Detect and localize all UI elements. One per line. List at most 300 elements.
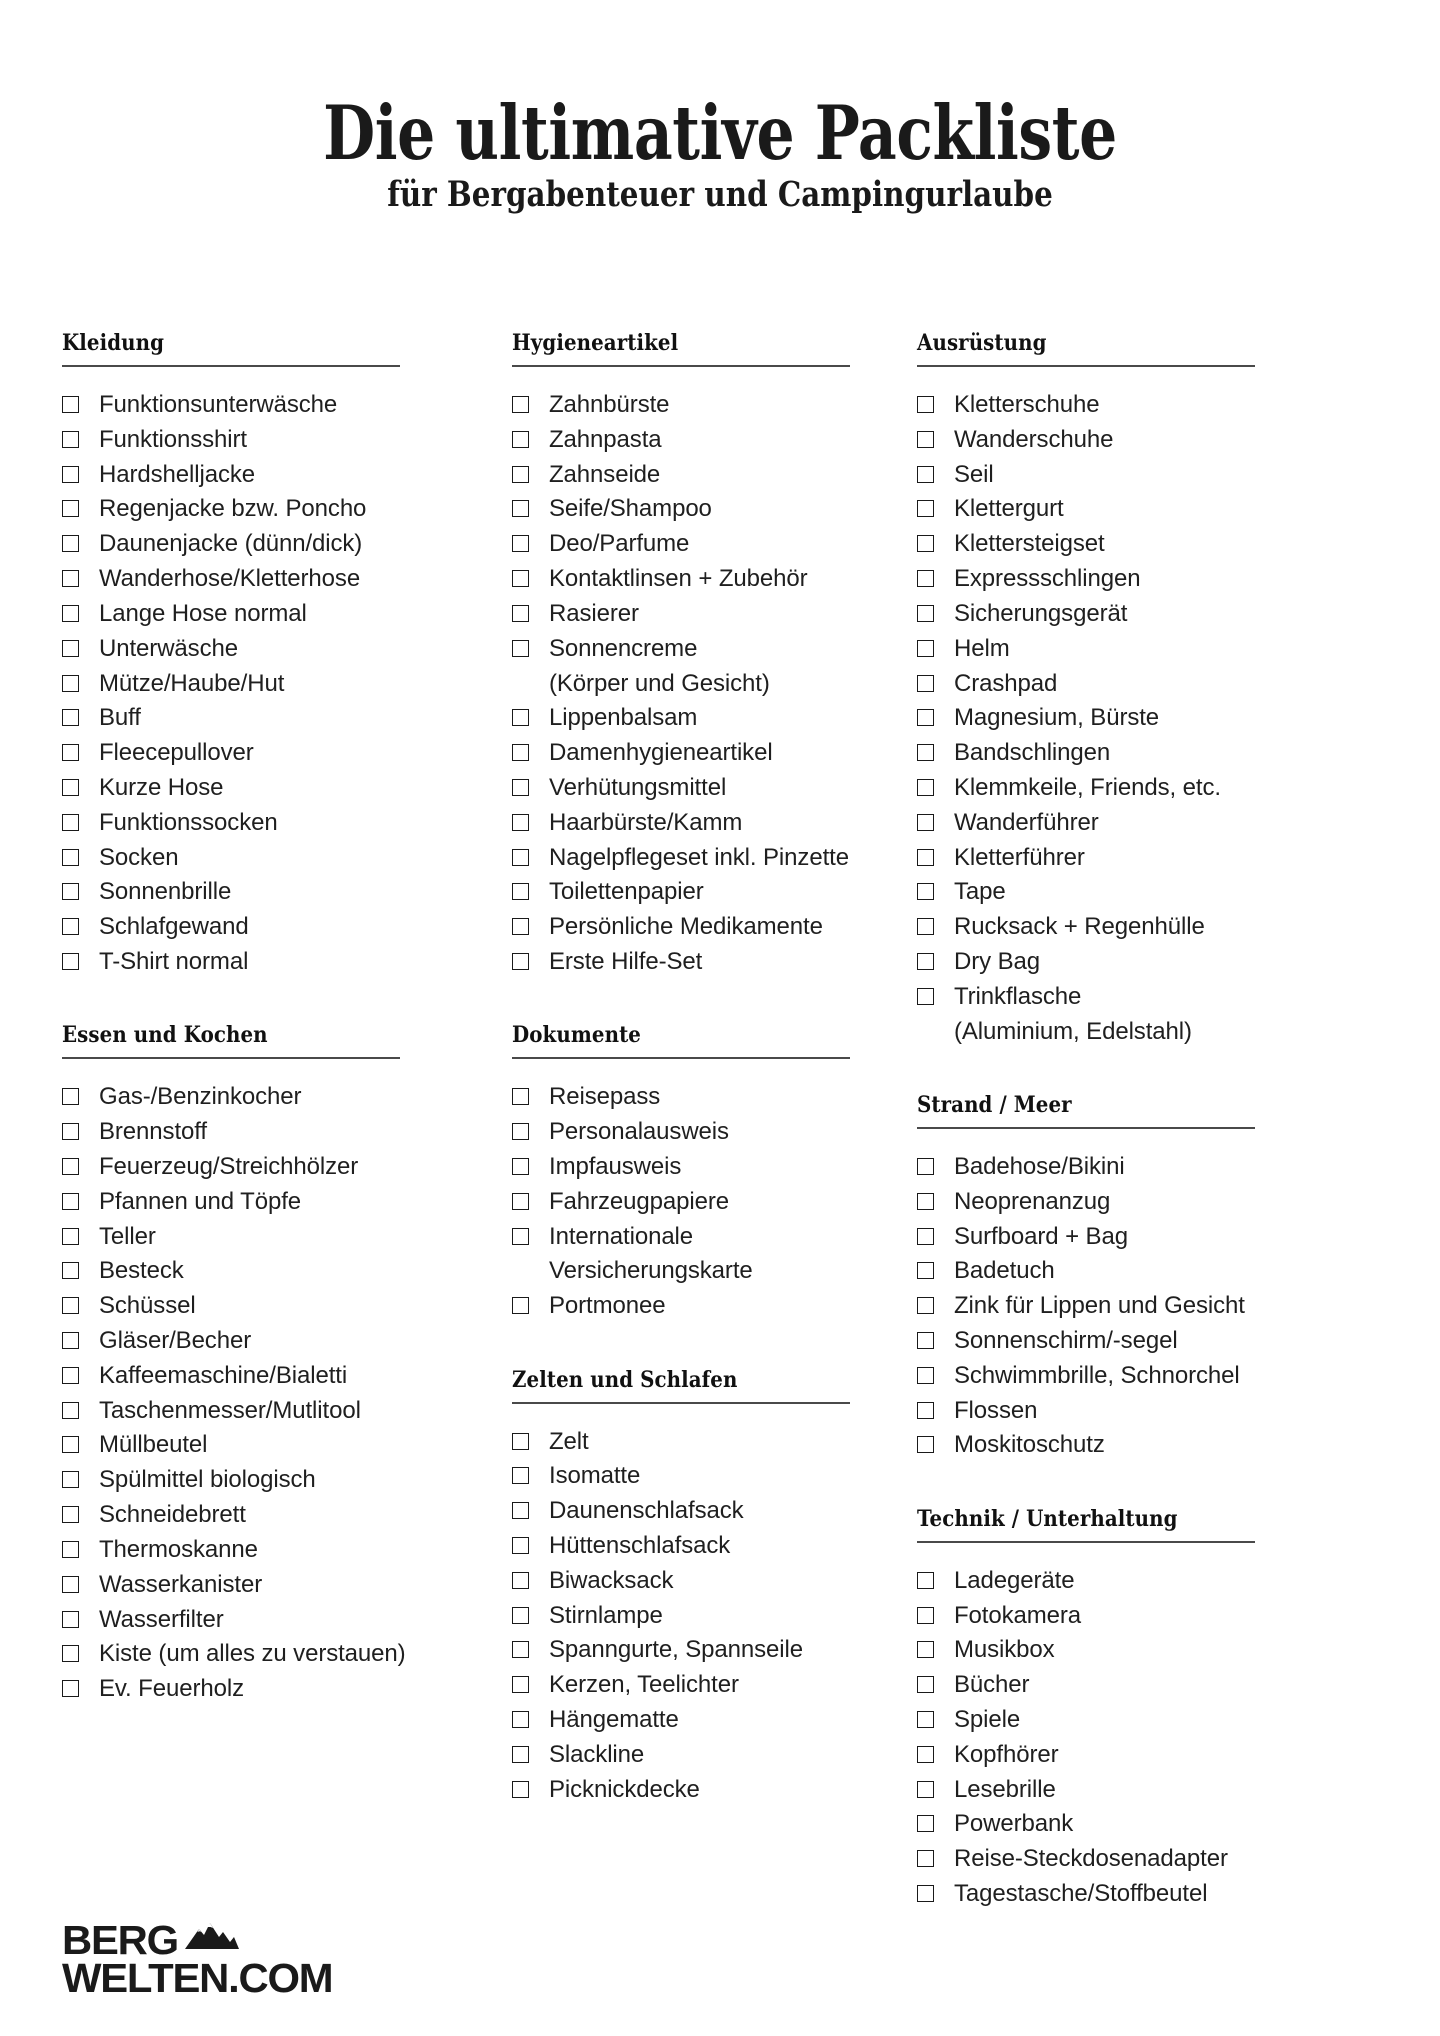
checkbox-icon[interactable] [917, 849, 934, 866]
checkbox-icon[interactable] [512, 744, 529, 761]
checklist-item[interactable] [62, 600, 455, 628]
checkbox-icon[interactable] [917, 1711, 934, 1728]
checkbox-icon[interactable] [917, 1262, 934, 1279]
checkbox-icon[interactable] [62, 883, 79, 900]
checkbox-icon[interactable] [917, 675, 934, 692]
checklist-item-label: Pfannen und Töpfe [99, 1187, 302, 1215]
checklist-item[interactable] [917, 1776, 1440, 1804]
checkbox-icon[interactable] [917, 953, 934, 970]
checklist-item[interactable] [62, 1397, 455, 1425]
checklist-item[interactable] [917, 948, 1440, 976]
checklist-item[interactable] [917, 774, 1440, 802]
checklist-item[interactable] [62, 1292, 455, 1320]
checkbox-icon[interactable] [512, 1641, 529, 1658]
checklist-item[interactable] [512, 635, 895, 663]
checklist-item-label: Zahnbürste [549, 391, 670, 418]
checklist-item[interactable] [917, 739, 1440, 767]
checklist-item[interactable] [917, 670, 1440, 698]
checklist-item[interactable] [512, 565, 895, 593]
column-left [0, 330, 455, 1710]
checklist-item-label: Müllbeutel [99, 1431, 208, 1459]
checkbox-icon[interactable] [62, 849, 79, 866]
checkbox-icon[interactable] [62, 1193, 79, 1210]
checklist-item-label: Lange Hose normal [99, 599, 307, 627]
checklist-item-label: Badehose/Bikini [954, 1152, 1125, 1180]
checklist-item[interactable] [62, 530, 455, 558]
checklist-item[interactable] [917, 1292, 1440, 1320]
checklist-item-label: Wasserfilter [99, 1605, 224, 1633]
checklist-item[interactable] [62, 1153, 455, 1181]
checklist-item[interactable] [917, 844, 1440, 872]
section-hygieneartikel [512, 330, 895, 976]
checkbox-icon[interactable] [62, 535, 79, 552]
checkbox-icon[interactable] [917, 640, 934, 657]
checklist-item-label: Kiste (um alles zu verstauen) [99, 1640, 406, 1668]
checklist-item-label: Seil [954, 460, 994, 488]
checkbox-icon[interactable] [512, 1572, 529, 1589]
checkbox-icon[interactable] [512, 1467, 529, 1484]
checklist-item[interactable] [917, 1636, 1440, 1664]
checkbox-icon[interactable] [917, 1781, 934, 1798]
checkbox-icon[interactable] [917, 1193, 934, 1210]
checkbox-icon[interactable] [917, 500, 934, 517]
checkbox-icon[interactable] [512, 1088, 529, 1105]
checkbox-icon[interactable] [512, 1297, 529, 1314]
checklist-item[interactable] [917, 391, 1440, 419]
checkbox-icon[interactable] [62, 640, 79, 657]
checklist-item[interactable] [62, 1431, 455, 1459]
checkbox-icon[interactable] [62, 1402, 79, 1419]
checklist-item-label: Personalausweis [549, 1118, 729, 1146]
checklist-item[interactable] [512, 391, 895, 419]
checklist-item[interactable] [917, 1741, 1440, 1769]
checklist-item-label: Trinkflasche [954, 982, 1082, 1010]
checklist-item-label: Dry Bag [954, 948, 1040, 975]
checklist-item[interactable] [917, 565, 1440, 593]
checkbox-icon[interactable] [917, 1228, 934, 1245]
checkbox-icon[interactable] [917, 570, 934, 587]
checklist-item[interactable] [917, 878, 1440, 906]
checklist-item[interactable] [62, 1675, 455, 1703]
checklist-item-label: Slackline [549, 1740, 645, 1768]
checklist-item[interactable] [62, 774, 455, 802]
checklist-item-label: Buff [99, 704, 141, 732]
checklist-item[interactable] [512, 461, 895, 489]
checkbox-icon[interactable] [62, 431, 79, 448]
checklist-item-label: Zahnseide [549, 460, 661, 488]
checklist [512, 1083, 895, 1320]
checklist-item[interactable] [62, 1223, 455, 1251]
checkbox-icon[interactable] [917, 605, 934, 622]
checkbox-icon[interactable] [917, 744, 934, 761]
checkbox-icon[interactable] [917, 1850, 934, 1867]
section-divider [917, 1127, 1255, 1129]
checklist-item-label: Besteck [99, 1257, 184, 1285]
checkbox-icon[interactable] [512, 466, 529, 483]
checkbox-icon[interactable] [917, 1436, 934, 1453]
checklist-item-label: Moskitoschutz [954, 1431, 1105, 1459]
checklist-item[interactable] [917, 495, 1440, 523]
checklist-item[interactable] [512, 809, 895, 837]
checkbox-icon[interactable] [917, 1607, 934, 1624]
checklist-item-label: Zink für Lippen und Gesicht [954, 1292, 1245, 1320]
checkbox-icon[interactable] [512, 1746, 529, 1763]
checkbox-icon[interactable] [917, 883, 934, 900]
checklist-item-label: Persönliche Medikamente [549, 913, 823, 941]
checkbox-icon[interactable] [62, 953, 79, 970]
checkbox-icon[interactable] [62, 675, 79, 692]
section-heading: Strand / Meer [917, 1091, 1072, 1118]
checklist-item[interactable] [512, 739, 895, 767]
checklist-item[interactable] [62, 1118, 455, 1146]
checkbox-icon[interactable] [512, 535, 529, 552]
checklist [917, 1153, 1440, 1460]
checkbox-icon[interactable] [62, 1332, 79, 1349]
checklist-item[interactable] [62, 391, 455, 419]
checkbox-icon[interactable] [512, 849, 529, 866]
checklist-item-label: Spiele [954, 1706, 1021, 1733]
checklist-item[interactable] [62, 495, 455, 523]
checklist-item-label: Sicherungsgerät [954, 599, 1128, 627]
checkbox-icon[interactable] [917, 1332, 934, 1349]
checklist-item[interactable] [62, 1083, 455, 1111]
checklist-item-label: Funktionsshirt [99, 425, 247, 453]
checklist-item-label: Schlafgewand [99, 913, 249, 941]
checklist-item[interactable] [917, 983, 1440, 1011]
checklist-item[interactable] [512, 1671, 895, 1699]
checkbox-icon[interactable] [512, 1123, 529, 1140]
checkbox-icon[interactable] [917, 1402, 934, 1419]
checkbox-icon[interactable] [917, 1815, 934, 1832]
checklist-item-label: Sonnenbrille [99, 878, 232, 906]
checklist-item[interactable] [512, 1462, 895, 1490]
checklist-item-label: Isomatte [549, 1462, 641, 1490]
checklist-item-label: Gläser/Becher [99, 1327, 252, 1354]
checklist-item-label: (Aluminium, Edelstahl) [954, 1017, 1192, 1045]
checkbox-icon[interactable] [62, 570, 79, 587]
checklist-item[interactable] [62, 1640, 455, 1668]
checklist-item-label: Daunenjacke (dünn/dick) [99, 530, 363, 558]
checklist-item-label: Ladegeräte [954, 1566, 1075, 1594]
checkbox-icon[interactable] [917, 535, 934, 552]
checklist-item[interactable] [917, 461, 1440, 489]
checkbox-icon[interactable] [512, 1537, 529, 1554]
checkbox-icon[interactable] [917, 814, 934, 831]
checkbox-icon[interactable] [62, 1680, 79, 1697]
checklist-item-label: Wanderschuhe [954, 425, 1114, 453]
checkbox-icon[interactable] [512, 396, 529, 413]
checklist-item[interactable] [917, 704, 1440, 732]
checkbox-icon[interactable] [62, 1088, 79, 1105]
checkbox-icon[interactable] [917, 1297, 934, 1314]
checklist-item-label: Neoprenanzug [954, 1187, 1111, 1215]
checklist-item[interactable] [512, 774, 895, 802]
checklist-item[interactable] [62, 670, 455, 698]
checkbox-icon[interactable] [62, 500, 79, 517]
checkbox-icon[interactable] [917, 1367, 934, 1384]
checklist-item[interactable] [917, 426, 1440, 454]
section-divider [512, 365, 850, 367]
checkbox-icon[interactable] [917, 1676, 934, 1693]
mountain-icon [183, 1920, 241, 1955]
checkbox-icon[interactable] [512, 779, 529, 796]
checklist-item[interactable] [62, 1571, 455, 1599]
checklist-item-label: Wasserkanister [99, 1570, 263, 1598]
checkbox-icon[interactable] [62, 709, 79, 726]
checklist-item[interactable] [512, 1706, 895, 1734]
checkbox-icon[interactable] [512, 1193, 529, 1210]
checklist-item-label: Tagestasche/Stoffbeutel [954, 1880, 1208, 1908]
checklist-item[interactable] [512, 530, 895, 558]
checklist-item[interactable] [62, 635, 455, 663]
checklist-item-label: (Körper und Gesicht) [549, 669, 770, 697]
checklist-item-label: Klettergurt [954, 495, 1064, 523]
checkbox-icon[interactable] [62, 1367, 79, 1384]
checklist-item[interactable] [917, 1602, 1440, 1630]
checkbox-icon[interactable] [512, 1228, 529, 1245]
checklist-item-label: Verhütungsmittel [549, 773, 727, 801]
checklist-item[interactable] [917, 1810, 1440, 1838]
checklist-item-label: Sonnencreme [549, 634, 698, 662]
checkbox-icon[interactable] [62, 396, 79, 413]
checkbox-icon[interactable] [917, 988, 934, 1005]
checklist-item[interactable] [917, 1327, 1440, 1355]
checklist-item[interactable] [917, 1397, 1440, 1425]
checkbox-icon[interactable] [917, 709, 934, 726]
checklist-item[interactable] [917, 1362, 1440, 1390]
logo-line-1 [62, 1916, 392, 1963]
checklist-item[interactable] [512, 844, 895, 872]
checkbox-icon[interactable] [62, 1541, 79, 1558]
checkbox-icon[interactable] [512, 1711, 529, 1728]
checkbox-icon[interactable] [62, 1158, 79, 1175]
checklist-item-label: Klettersteigset [954, 530, 1105, 558]
checklist-item[interactable] [512, 1497, 895, 1525]
checklist-item-label: Badetuch [954, 1257, 1055, 1285]
checkbox-icon[interactable] [62, 1436, 79, 1453]
checkbox-icon[interactable] [512, 1676, 529, 1693]
checkbox-icon[interactable] [512, 1433, 529, 1450]
checklist-item[interactable] [62, 1466, 455, 1494]
checklist-item[interactable] [512, 1636, 895, 1664]
checklist-item[interactable] [62, 948, 455, 976]
checklist-item[interactable] [512, 704, 895, 732]
checklist-item-label: Lesebrille [954, 1775, 1056, 1803]
checklist-item[interactable] [512, 1602, 895, 1630]
checklist-item[interactable] [62, 1327, 455, 1355]
checkbox-icon[interactable] [62, 744, 79, 761]
checklist-item[interactable] [62, 461, 455, 489]
checkbox-spacer [512, 1262, 529, 1279]
checklist-item-label: Deo/Parfume [549, 530, 690, 558]
list-item-continuation [917, 1018, 1440, 1046]
checkbox-icon[interactable] [62, 1471, 79, 1488]
checklist-item[interactable] [512, 1292, 895, 1320]
checklist-item[interactable] [62, 1362, 455, 1390]
checklist-item[interactable] [512, 1532, 895, 1560]
section-heading: Dokumente [512, 1022, 641, 1049]
checklist-item[interactable] [917, 1257, 1440, 1285]
checkbox-icon[interactable] [62, 1123, 79, 1140]
checklist-item[interactable] [512, 1118, 895, 1146]
checklist-item[interactable] [917, 1153, 1440, 1181]
checkbox-icon[interactable] [917, 1746, 934, 1763]
checklist-item[interactable] [917, 1706, 1440, 1734]
checklist-item[interactable] [917, 1567, 1440, 1595]
checklist-item[interactable] [917, 1431, 1440, 1459]
checklist-item-label: Reise-Steckdosenadapter [954, 1845, 1228, 1873]
section-strand-meer [917, 1092, 1440, 1460]
checkbox-icon[interactable] [917, 431, 934, 448]
checkbox-icon[interactable] [62, 779, 79, 796]
checklist-item-label: Damenhygieneartikel [549, 739, 773, 767]
checkbox-icon[interactable] [917, 1158, 934, 1175]
list-item-continuation [512, 670, 895, 698]
checklist-item[interactable] [62, 878, 455, 906]
checklist-item[interactable] [62, 1536, 455, 1564]
checklist-item-label: Kopfhörer [954, 1740, 1059, 1768]
checkbox-icon[interactable] [62, 1228, 79, 1245]
checklist-item[interactable] [512, 1223, 895, 1251]
checkbox-icon[interactable] [512, 431, 529, 448]
checklist-item[interactable] [512, 495, 895, 523]
checklist-item-label: Reisepass [549, 1083, 661, 1111]
checklist-item-label: Nagelpflegeset inkl. Pinzette [549, 843, 849, 871]
checkbox-icon[interactable] [512, 918, 529, 935]
checkbox-icon[interactable] [917, 779, 934, 796]
checklist-item[interactable] [512, 426, 895, 454]
checklist-item[interactable] [917, 1223, 1440, 1251]
checklist-item[interactable] [62, 913, 455, 941]
checklist [917, 391, 1440, 1046]
checklist-item-label: Kletterschuhe [954, 391, 1100, 418]
checklist-item-label: Taschenmesser/Mutlitool [99, 1396, 361, 1424]
section-heading: Essen und Kochen [62, 1022, 268, 1049]
checklist-item[interactable] [917, 809, 1440, 837]
section-kleidung [62, 330, 455, 976]
checkbox-icon[interactable] [512, 1502, 529, 1519]
checkbox-icon[interactable] [512, 1158, 529, 1175]
checklist-item-label: Thermoskanne [99, 1535, 258, 1563]
checklist-item[interactable] [62, 704, 455, 732]
checkbox-icon[interactable] [62, 1297, 79, 1314]
checkbox-icon[interactable] [512, 1607, 529, 1624]
section-heading: Zelten und Schlafen [512, 1366, 738, 1393]
checklist-item-label: Hardshelljacke [99, 460, 256, 488]
checklist-item[interactable] [917, 913, 1440, 941]
checklist-item[interactable] [62, 1188, 455, 1216]
checkbox-icon[interactable] [917, 1641, 934, 1658]
checkbox-icon[interactable] [917, 466, 934, 483]
checkbox-icon[interactable] [512, 953, 529, 970]
checklist-item[interactable] [512, 1741, 895, 1769]
checklist-item[interactable] [917, 1845, 1440, 1873]
checklist-item[interactable] [62, 1257, 455, 1285]
checkbox-icon[interactable] [512, 500, 529, 517]
checklist-item-label: Tape [954, 878, 1006, 906]
checklist-item[interactable] [512, 878, 895, 906]
checkbox-icon[interactable] [62, 1576, 79, 1593]
checklist-item[interactable] [512, 1567, 895, 1595]
checklist-item-label: Picknickdecke [549, 1775, 700, 1803]
checkbox-icon[interactable] [512, 814, 529, 831]
checklist-item-label: Biwacksack [549, 1566, 674, 1594]
checklist-item[interactable] [512, 913, 895, 941]
checkbox-icon[interactable] [62, 1611, 79, 1628]
checklist-item[interactable] [62, 565, 455, 593]
section-essen-und-kochen [62, 1022, 455, 1703]
checkbox-icon[interactable] [62, 605, 79, 622]
checklist-item[interactable] [512, 1428, 895, 1456]
checkbox-spacer [512, 675, 529, 692]
checklist-item[interactable] [62, 809, 455, 837]
checklist-item[interactable] [62, 739, 455, 767]
checklist-item[interactable] [512, 948, 895, 976]
checklist-item-label: Rucksack + Regenhülle [954, 913, 1205, 941]
checklist-item-label: Stirnlampe [549, 1601, 663, 1629]
checklist-item-label: Schwimmbrille, Schnorchel [954, 1361, 1240, 1389]
checkbox-icon[interactable] [917, 396, 934, 413]
checklist-item[interactable] [917, 635, 1440, 663]
checkbox-icon[interactable] [917, 918, 934, 935]
checklist-item-label: Funktionssocken [99, 808, 278, 836]
checkbox-icon[interactable] [62, 466, 79, 483]
checklist-item-label: Seife/Shampoo [549, 495, 712, 523]
checkbox-icon[interactable] [917, 1572, 934, 1589]
checklist-item[interactable] [512, 1188, 895, 1216]
checklist-item[interactable] [512, 600, 895, 628]
checklist-item-label: Kaffeemaschine/Bialetti [99, 1361, 348, 1389]
checklist-item-label: Bücher [954, 1671, 1030, 1699]
section-divider [512, 1402, 850, 1404]
checkbox-icon[interactable] [512, 640, 529, 657]
checklist-item[interactable] [917, 1671, 1440, 1699]
checklist-item-label: Zelt [549, 1427, 589, 1455]
checklist-item[interactable] [512, 1153, 895, 1181]
checkbox-spacer [917, 1023, 934, 1040]
checkbox-icon[interactable] [512, 605, 529, 622]
checklist-item[interactable] [62, 1606, 455, 1634]
checkbox-icon[interactable] [512, 709, 529, 726]
checklist-item[interactable] [917, 600, 1440, 628]
checklist-item-label: Musikbox [954, 1636, 1055, 1664]
section-heading: Hygieneartikel [512, 330, 679, 356]
checklist-item[interactable] [512, 1083, 895, 1111]
checkbox-icon[interactable] [62, 918, 79, 935]
checkbox-icon[interactable] [917, 1885, 934, 1902]
section-ausruestung [917, 330, 1440, 1046]
checklist-item[interactable] [62, 1501, 455, 1529]
checkbox-icon[interactable] [62, 1262, 79, 1279]
checklist-item-label: Kletterführer [954, 843, 1085, 871]
checklist-item[interactable] [512, 1776, 895, 1804]
checklist-item[interactable] [917, 530, 1440, 558]
checklist-item[interactable] [62, 426, 455, 454]
checkbox-icon[interactable] [62, 814, 79, 831]
checklist-item-label: Rasierer [549, 599, 639, 627]
checkbox-icon[interactable] [62, 1645, 79, 1662]
checkbox-icon[interactable] [512, 1781, 529, 1798]
checklist-item-label: Kerzen, Teelichter [549, 1671, 739, 1699]
checklist-item[interactable] [917, 1188, 1440, 1216]
checkbox-icon[interactable] [62, 1506, 79, 1523]
checklist-item-label: Fleecepullover [99, 739, 254, 767]
checklist-item[interactable] [917, 1880, 1440, 1908]
section-divider [917, 365, 1255, 367]
checkbox-icon[interactable] [512, 883, 529, 900]
checklist-item[interactable] [62, 844, 455, 872]
checkbox-icon[interactable] [512, 570, 529, 587]
